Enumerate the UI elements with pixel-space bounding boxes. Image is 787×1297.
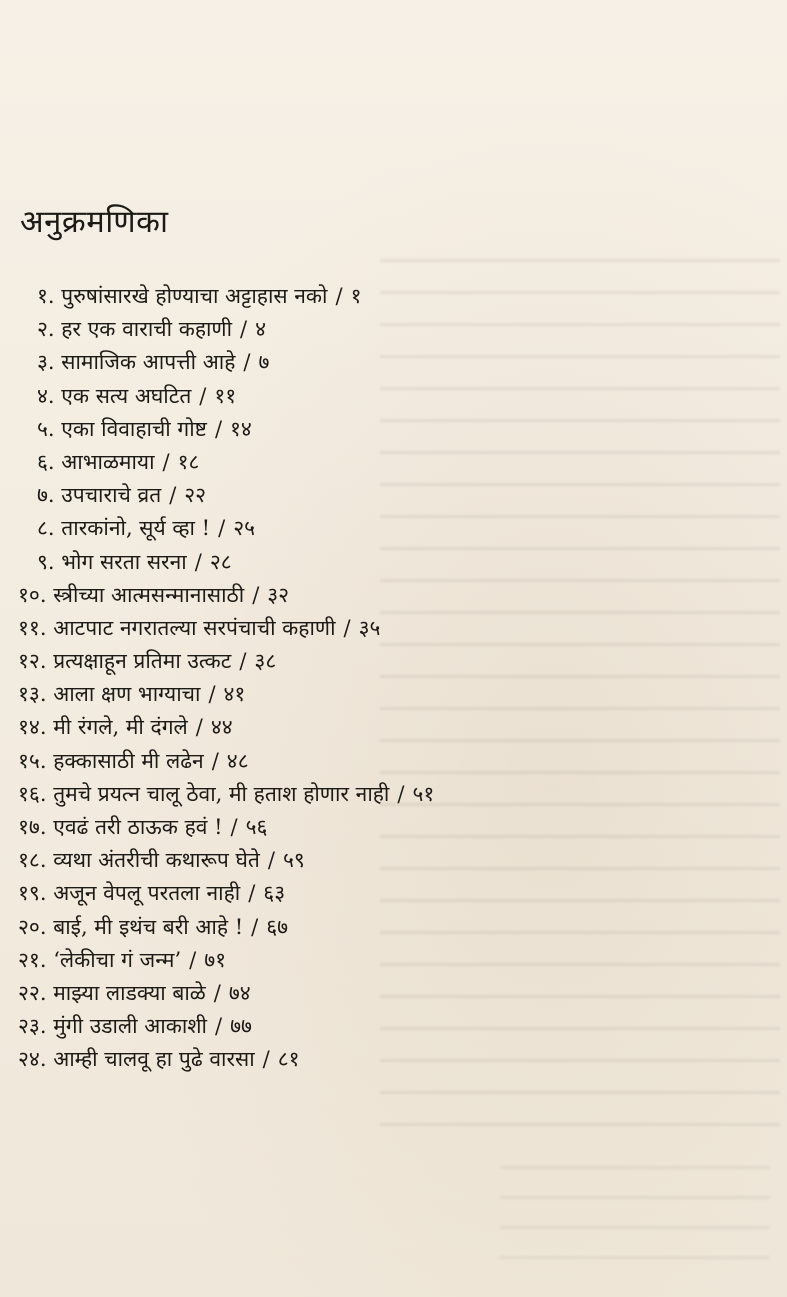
entry-page-number: ६३ (263, 881, 286, 906)
entry-page-number: ५६ (245, 815, 268, 839)
entry-title: पुरुषांसारखे होण्याचा अट्टाहास नको (61, 284, 328, 308)
entry-title: आम्ही चालवू हा पुढे वारसा (53, 1047, 255, 1072)
entry-number: ७ . (37, 483, 61, 507)
entry-title: बाई, मी इथंच बरी आहे ! (53, 914, 244, 939)
entry-number: १६ . (18, 782, 53, 806)
entry-separator: / (214, 1014, 223, 1039)
entry-page-number: ११ (214, 383, 237, 408)
toc-entry (18, 380, 434, 413)
entry-separator: / (267, 848, 275, 873)
toc-entry (18, 512, 434, 545)
toc-entry (18, 280, 434, 313)
entry-number: २१ . (18, 948, 53, 972)
entry-title: तारकांनो, सूर्य व्हा ! (61, 516, 211, 541)
entry-title: आला क्षण भाग्याचा (53, 682, 201, 707)
entry-separator: / (218, 516, 226, 541)
entry-number: १९ . (18, 881, 53, 905)
entry-page-number: ७४ (228, 980, 251, 1005)
toc-entry (18, 313, 434, 346)
entry-page-number: ८१ (277, 1047, 300, 1072)
entry-page-number: ३५ (358, 615, 381, 640)
toc-entry (18, 1043, 434, 1076)
entry-page-number: ५९ (282, 848, 305, 873)
entry-separator: / (213, 980, 221, 1005)
entry-separator: / (240, 317, 248, 342)
toc-entry (18, 446, 434, 479)
entry-separator: / (199, 383, 207, 408)
entry-separator: / (397, 781, 405, 806)
entry-separator: / (194, 549, 202, 574)
entry-title: उपचाराचे व्रत (61, 483, 162, 508)
entry-page-number: ५१ (412, 781, 435, 806)
entry-number: ५ . (37, 417, 61, 441)
entry-page-number: १४ (230, 416, 252, 441)
entry-page-number: १८ (177, 449, 200, 474)
entry-number: १७ . (18, 815, 53, 839)
entry-number: ८ . (37, 516, 61, 540)
entry-page-number: ६७ (266, 914, 289, 939)
entry-page-number: ७ (258, 350, 270, 375)
entry-separator: / (214, 416, 223, 441)
entry-number: १५ . (18, 749, 53, 773)
entry-number: १० . (18, 583, 53, 607)
entry-separator: / (243, 350, 251, 375)
entry-number: ४ . (37, 384, 61, 408)
entry-separator: / (189, 947, 197, 972)
entry-separator: / (169, 483, 177, 508)
entry-number: ९ . (37, 550, 61, 574)
entry-number: १३ . (18, 682, 53, 706)
toc-entry (18, 745, 434, 778)
entry-separator: / (195, 715, 203, 740)
entry-title: मुंगी उडाली आकाशी (53, 1014, 207, 1039)
entry-title: आटपाट नगरातल्या सरपंचाची कहाणी (53, 615, 336, 640)
entry-separator: / (343, 615, 351, 640)
entry-title: भोग सरता सरना (61, 549, 187, 574)
entry-number: १ . (37, 284, 61, 308)
toc-entry (18, 811, 434, 844)
entry-number: २४ . (18, 1047, 53, 1071)
entry-title: एक सत्य अघटित (61, 383, 192, 408)
entry-number: १४ . (18, 715, 53, 739)
entry-separator: / (335, 284, 343, 308)
entry-page-number: ४४ (210, 715, 233, 740)
entry-number: २३ . (18, 1014, 53, 1038)
toc-entry (18, 778, 434, 811)
toc-entry (18, 546, 434, 579)
contents-heading: अनुक्रमणिका (20, 204, 169, 240)
toc-entry (18, 612, 434, 645)
toc-entry (18, 678, 434, 711)
entry-separator: / (211, 748, 219, 773)
reverse-side-bleed-through (380, 245, 780, 1145)
toc-entry (18, 911, 434, 944)
entry-title: अजून वेपलू परतला नाही (53, 881, 241, 906)
entry-number: २२ . (18, 981, 53, 1005)
entry-title: माझ्या लाडक्या बाळे (53, 980, 206, 1005)
entry-number: ११ . (18, 616, 53, 640)
entry-page-number: ७१ (204, 947, 227, 972)
toc-entry (18, 977, 434, 1010)
entry-title: हक्कासाठी मी लढेन (53, 748, 204, 773)
entry-title: तुमचे प्रयत्न चालू ठेवा, मी हताश होणार नाही (53, 781, 390, 806)
entry-title: स्त्रीच्या आत्मसन्मानासाठी (53, 582, 245, 607)
entry-title: व्यथा अंतरीची कथारूप घेते (53, 848, 260, 873)
toc-entry (18, 413, 434, 446)
reverse-side-bleed-through-lower (500, 1150, 770, 1270)
entry-separator: / (252, 582, 260, 607)
entry-page-number: ७७ (230, 1014, 252, 1039)
entry-separator: / (230, 815, 238, 839)
entry-title: प्रत्यक्षाहून प्रतिमा उत्कट (53, 649, 232, 674)
entry-number: १८ . (18, 848, 53, 872)
entry-page-number: ४८ (226, 748, 249, 773)
entry-title: ‘लेकीचा गं जन्म’ (53, 947, 182, 972)
entry-number: २० . (18, 915, 53, 939)
entry-separator: / (251, 914, 259, 939)
entry-page-number: २५ (233, 516, 256, 541)
table-of-contents (18, 280, 434, 1077)
entry-title: आभाळमाया (61, 449, 155, 474)
toc-entry (18, 645, 434, 678)
entry-title: सामाजिक आपत्ती आहे (61, 350, 236, 375)
toc-entry (18, 944, 434, 977)
entry-title: एवढं तरी ठाऊक हवं ! (53, 815, 223, 839)
entry-number: ३ . (37, 350, 61, 374)
entry-separator: / (208, 682, 216, 707)
entry-separator: / (248, 881, 256, 906)
entry-page-number: २२ (184, 483, 207, 508)
entry-number: २ . (37, 317, 61, 341)
entry-page-number: ३८ (254, 649, 277, 674)
toc-entry (18, 579, 434, 612)
entry-separator: / (162, 449, 170, 474)
entry-title: हर एक वाराची कहाणी (61, 317, 233, 342)
entry-page-number: ४१ (223, 682, 246, 707)
toc-entry (18, 1010, 434, 1043)
entry-page-number: १ (350, 284, 362, 308)
toc-entry (18, 844, 434, 877)
entry-number: ६ . (37, 450, 61, 474)
entry-separator: / (262, 1047, 270, 1072)
entry-page-number: ३२ (267, 582, 290, 607)
entry-number: १२ . (18, 649, 53, 673)
entry-page-number: ४ (255, 317, 267, 342)
toc-entry (18, 479, 434, 512)
toc-entry (18, 346, 434, 379)
entry-title: मी रंगले, मी दंगले (53, 715, 188, 740)
entry-separator: / (239, 649, 247, 674)
entry-page-number: २८ (209, 549, 232, 574)
toc-entry (18, 877, 434, 910)
entry-title: एका विवाहाची गोष्ट (61, 416, 207, 441)
toc-entry (18, 711, 434, 744)
